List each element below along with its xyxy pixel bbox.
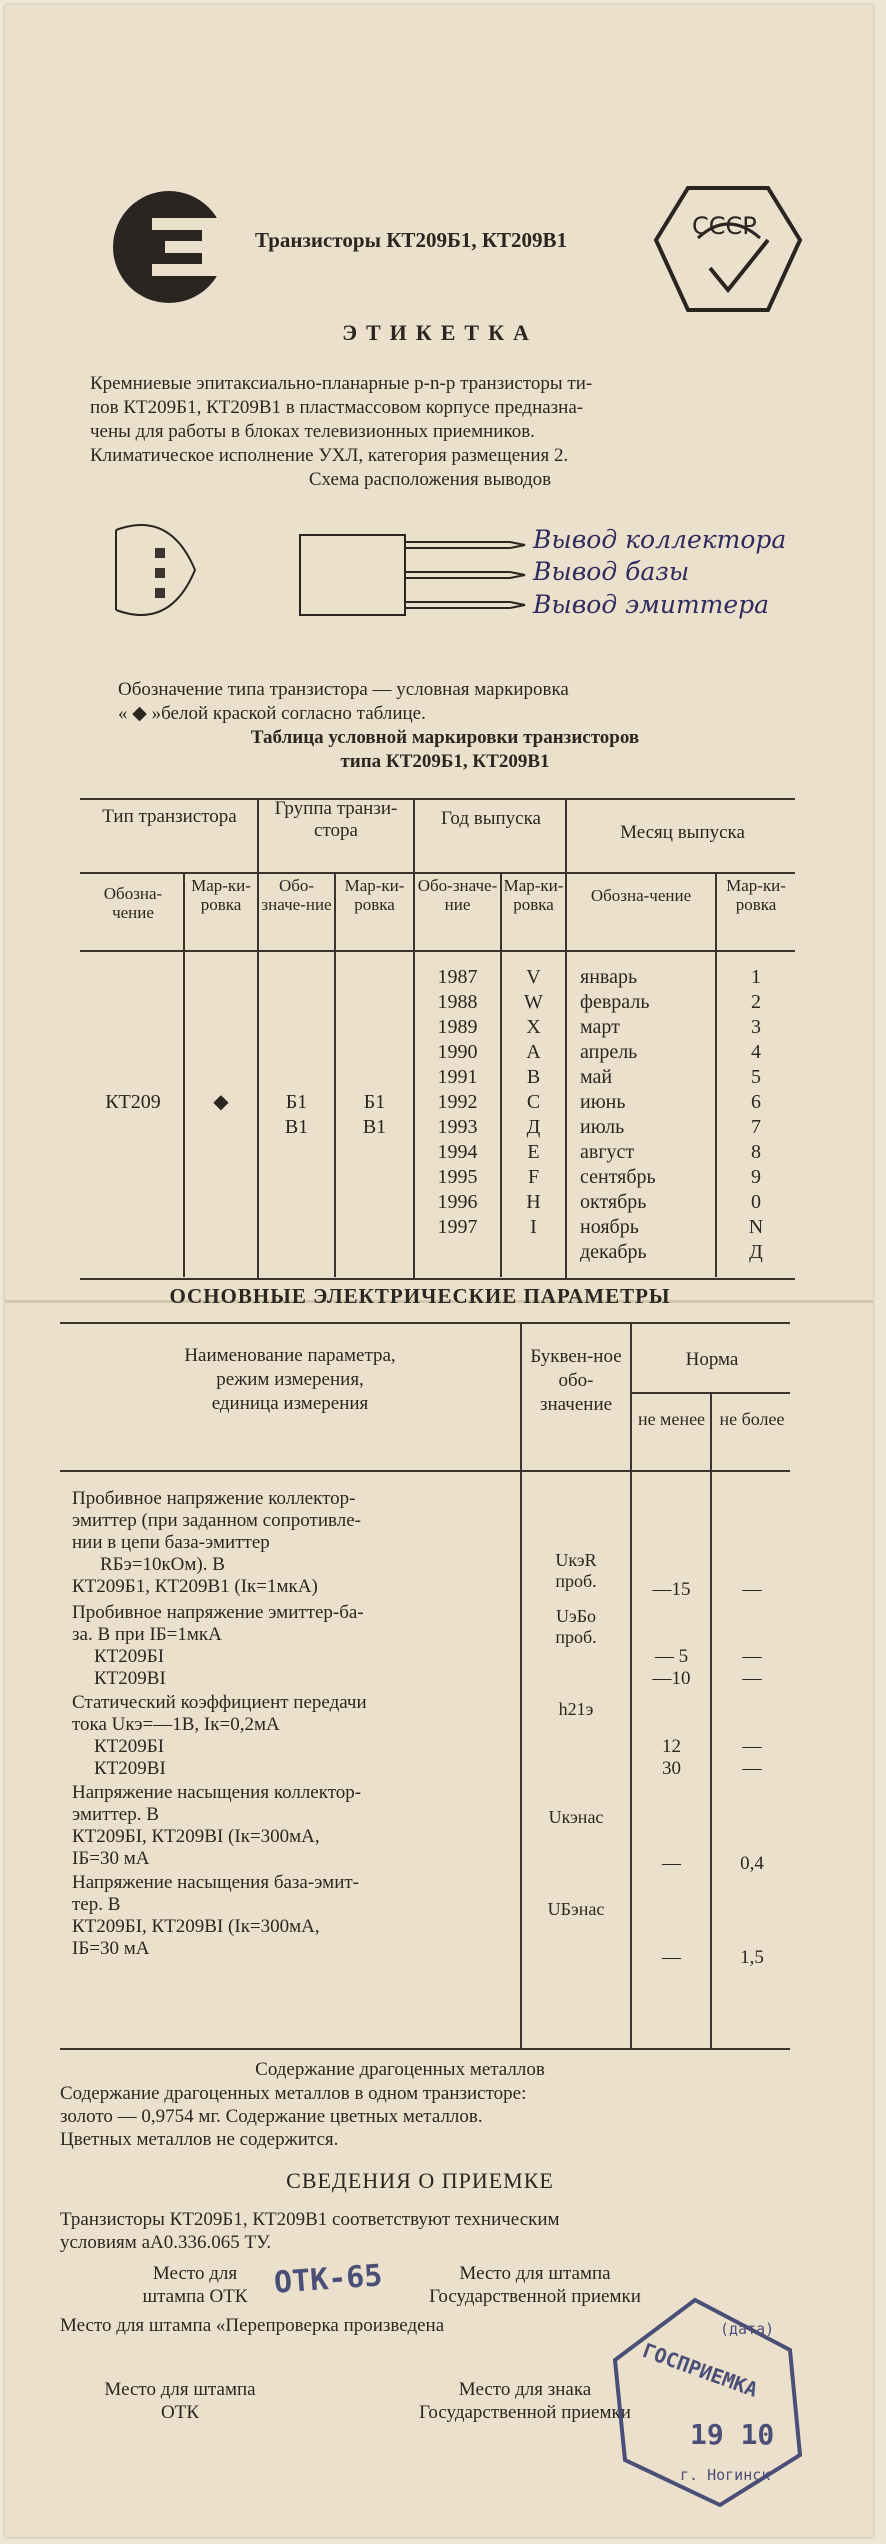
param-line: КТ209БI, КТ209ВI (Iк=300мА,	[72, 1916, 320, 1937]
pin-emitter-label: Вывод эмиттера	[533, 590, 770, 619]
param-line: КТ209БI	[94, 1736, 165, 1757]
header-month: Месяц выпуска	[620, 822, 745, 843]
param-max: —	[742, 1646, 762, 1667]
param-min: 12	[662, 1736, 681, 1757]
year-value: 1994	[437, 1141, 478, 1163]
acceptance-line: условиям аА0.336.065 ТУ.	[60, 2232, 272, 2253]
param-line: эмиттер (при заданном сопротивле-	[72, 1510, 361, 1531]
metals-line: Цветных металлов не содержится.	[60, 2129, 339, 2150]
year-value: 1989	[437, 1016, 478, 1038]
group-value: Б1	[285, 1091, 308, 1113]
param-line: тер. В	[72, 1894, 121, 1915]
group-marking-list	[337, 1090, 412, 1140]
month-mark: 3	[751, 1016, 761, 1038]
month-value: май	[580, 1066, 613, 1088]
params-header-min: не менее	[637, 1409, 706, 1429]
params-header-line: режим измерения,	[216, 1369, 364, 1390]
param-line: КТ209ВI	[94, 1668, 166, 1689]
param-line: Пробивное напряжение коллектор-	[72, 1488, 356, 1509]
state-line: Государственной приемки	[429, 2286, 641, 2307]
year-value: 1997	[437, 1216, 478, 1238]
param-min: —	[662, 1947, 681, 1968]
param-line: IБ=30 мА	[72, 1938, 150, 1959]
param-min: — 5	[654, 1646, 689, 1667]
month-mark: 4	[751, 1041, 761, 1063]
param-symbol	[524, 1606, 628, 1648]
group-marking: Б1	[363, 1091, 386, 1113]
metals-title: Содержание драгоценных металлов	[255, 2059, 545, 2080]
otk2-line: ОТК	[161, 2402, 199, 2423]
symbol-line: проб.	[555, 1627, 597, 1647]
month-mark: 2	[751, 991, 761, 1013]
param-max: 1,5	[740, 1947, 764, 1968]
params-header-line: Наименование параметра,	[184, 1345, 396, 1366]
param-vbe-sat	[72, 1872, 512, 1960]
sign-line: Место для знака	[458, 2379, 592, 2400]
header-year: Год выпуска	[441, 808, 541, 829]
description-line: пов КТ209Б1, КТ209В1 в пластмассовом корпусе предназна-	[90, 397, 584, 418]
year-mark: E	[527, 1141, 540, 1163]
param-min-list	[634, 1736, 709, 1780]
param-line: КТ209БI	[94, 1646, 165, 1667]
header-designation: Обо-значе-ние	[261, 876, 332, 914]
month-value: октябрь	[580, 1191, 647, 1213]
year-value: 1988	[437, 991, 478, 1013]
header-designation: Обозна-чение	[590, 886, 692, 905]
month-mark: 0	[751, 1191, 761, 1213]
month-value: июнь	[580, 1091, 626, 1113]
param-breakdown-ce	[72, 1488, 512, 1598]
group-value: В1	[284, 1116, 309, 1138]
header-marking: Мар-ки-ровка	[344, 876, 405, 914]
product-title: Транзисторы КТ209Б1, КТ209В1	[255, 228, 568, 252]
params-header-name	[70, 1344, 510, 1416]
param-gain	[72, 1692, 512, 1780]
month-mark: 1	[751, 966, 761, 988]
header-designation: Обо-значе-ние	[417, 876, 498, 914]
year-mark: B	[526, 1066, 541, 1088]
year-mark: W	[524, 991, 543, 1013]
description-line: чены для работы в блоках телевизионных приемников.	[90, 421, 535, 442]
recheck-stamp-place: Место для штампа «Перепроверка произведена	[60, 2315, 445, 2336]
otk-line: Место для	[152, 2263, 238, 2284]
year-mark: I	[530, 1216, 537, 1238]
description-line: Климатическое исполнение УХЛ, категория размещения 2.	[90, 445, 569, 466]
marking-note-1: Обозначение типа транзистора — условная маркировка	[118, 679, 569, 700]
param-min: —	[662, 1853, 681, 1874]
type-value: КТ209	[105, 1091, 161, 1113]
quality-mark-text: СССР	[692, 212, 757, 240]
param-max-list	[714, 1646, 790, 1690]
param-breakdown-eb	[72, 1602, 512, 1690]
param-line: эмиттер. В	[72, 1804, 159, 1825]
year-value: 1987	[437, 966, 478, 988]
year-mark: Д	[526, 1116, 541, 1138]
month-list	[580, 965, 714, 1265]
param-line: IБ=30 мА	[72, 1848, 150, 1869]
recheck-stamp-text: ГОСПРИЕМКА	[639, 2338, 761, 2402]
param-min: 30	[662, 1758, 681, 1779]
acceptance-title: СВЕДЕНИЯ О ПРИЕМКЕ	[286, 2168, 554, 2193]
param-line: Напряжение насыщения база-эмит-	[72, 1872, 360, 1893]
type-marking-diamond: ◆	[213, 1091, 229, 1113]
pin-base-label: Вывод базы	[533, 557, 690, 586]
month-mark: 7	[751, 1116, 761, 1138]
year-mark: F	[527, 1166, 540, 1188]
otk-stamp-place	[120, 2262, 270, 2308]
param-line: тока Uкэ=—1В, Iк=0,2мА	[72, 1714, 280, 1735]
param-line: Пробивное напряжение эмиттер-ба-	[72, 1602, 364, 1623]
month-mark: N	[748, 1216, 764, 1238]
symbol-line: UкэR	[555, 1550, 597, 1570]
header-marking: Мар-ки-ровка	[503, 876, 564, 914]
params-header-max: не более	[719, 1409, 785, 1429]
pin-collector-label: Вывод коллектора	[533, 525, 787, 554]
month-value: июль	[580, 1116, 625, 1138]
description-line: Кремниевые эпитаксиально-планарные p-n-p транзисторы ти-	[90, 373, 593, 394]
param-line: RБэ=10кОм). В	[100, 1554, 225, 1575]
param-line: КТ209ВI	[94, 1758, 166, 1779]
month-value: август	[580, 1141, 635, 1163]
label-title: ЭТИКЕТКА	[342, 320, 538, 345]
month-mark: 6	[751, 1091, 761, 1113]
year-mark-list	[503, 965, 564, 1240]
params-header-line: единица измерения	[211, 1393, 369, 1414]
year-mark: V	[526, 966, 541, 988]
manufacturer-logo-icon	[110, 188, 228, 306]
year-mark: H	[526, 1191, 541, 1213]
param-min-list	[634, 1646, 709, 1690]
quality-mark-icon	[648, 180, 808, 320]
param-line: Напряжение насыщения коллектор-	[72, 1782, 362, 1803]
param-max-list	[714, 1736, 790, 1780]
month-value: ноябрь	[580, 1216, 639, 1238]
month-mark: 9	[751, 1166, 761, 1188]
sign-line: Государственной приемки	[419, 2402, 631, 2423]
header-marking: Мар-ки-ровка	[191, 876, 251, 914]
param-min: —15	[652, 1579, 691, 1600]
metals-line: Содержание драгоценных металлов в одном транзисторе:	[60, 2083, 527, 2104]
param-line: КТ209БI, КТ209ВI (Iк=300мА,	[72, 1826, 320, 1847]
recheck-stamp-number: 19 10	[690, 2418, 775, 2451]
param-min: —10	[652, 1668, 691, 1689]
recheck-stamp-date: (дата)	[720, 2320, 775, 2338]
month-value: апрель	[580, 1041, 638, 1063]
otk-line: штампа ОТК	[142, 2286, 248, 2307]
year-mark: C	[526, 1091, 541, 1113]
params-header-norm: Норма	[685, 1349, 739, 1370]
year-value: 1996	[437, 1191, 478, 1213]
month-value: март	[580, 1016, 620, 1038]
marking-note-2: « ◆ »белой краской согласно таблице.	[118, 703, 426, 724]
header-designation: Обозна-чение	[103, 884, 163, 922]
acceptance-line: Транзисторы КТ209Б1, КТ209В1 соответствуют техническим	[60, 2209, 560, 2230]
param-vce-sat	[72, 1782, 512, 1870]
marking-table-subtitle: типа КТ209Б1, КТ209В1	[340, 751, 550, 772]
param-max: —	[742, 1668, 762, 1689]
param-line: КТ209Б1, КТ209В1 (Iк=1мкА)	[72, 1576, 318, 1597]
year-mark: A	[526, 1041, 541, 1063]
metals-text	[60, 2082, 840, 2151]
symbol-line: UэБо	[555, 1606, 597, 1626]
param-line: Статический коэффициент передачи	[72, 1692, 367, 1713]
month-mark: 8	[751, 1141, 761, 1163]
param-symbol: h21э	[558, 1699, 594, 1719]
param-line: за. В при IБ=1мкА	[72, 1624, 222, 1645]
month-value: февраль	[580, 991, 650, 1013]
param-symbol: Uкэнас	[548, 1807, 604, 1827]
year-value: 1991	[437, 1066, 478, 1088]
group-list	[260, 1090, 333, 1140]
year-list	[416, 965, 499, 1240]
marking-table-title: Таблица условной маркировки транзисторов	[250, 727, 640, 748]
state-line: Место для штампа	[459, 2263, 611, 2284]
header-type: Тип транзистора	[102, 806, 237, 827]
param-max: —	[742, 1579, 762, 1600]
params-header-letter: Буквен-ное обо-значение	[530, 1346, 622, 1415]
header-group: Группа транзи-стора	[274, 798, 398, 841]
param-symbol: UБэнас	[547, 1899, 605, 1919]
year-mark: X	[526, 1016, 541, 1038]
year-value: 1990	[437, 1041, 478, 1063]
param-max: 0,4	[740, 1853, 764, 1874]
metals-line: золото — 0,9754 мг. Содержание цветных металлов.	[60, 2106, 483, 2127]
year-value: 1993	[437, 1116, 478, 1138]
recheck-stamp-city: г. Ногинск	[680, 2466, 771, 2484]
param-symbol	[524, 1550, 628, 1592]
params-title: ОСНОВНЫЕ ЭЛЕКТРИЧЕСКИЕ ПАРАМЕТРЫ	[169, 1284, 671, 1308]
param-max: —	[742, 1736, 762, 1757]
header-marking: Мар-ки-ровка	[726, 876, 786, 914]
month-mark: 5	[751, 1066, 761, 1088]
param-line: нии в цепи база-эмиттер	[72, 1532, 270, 1553]
param-max: —	[742, 1758, 762, 1779]
month-value: январь	[580, 966, 638, 988]
month-value: сентябрь	[580, 1166, 656, 1188]
month-mark-list	[718, 965, 794, 1265]
year-value: 1992	[437, 1091, 478, 1113]
symbol-line: проб.	[555, 1571, 597, 1591]
group-marking: В1	[362, 1116, 387, 1138]
otk-stamp: ОТК-65	[272, 2258, 384, 2301]
acceptance-text	[60, 2208, 840, 2254]
year-value: 1995	[437, 1166, 478, 1188]
month-mark: Д	[749, 1241, 763, 1263]
description	[90, 372, 810, 492]
month-value: декабрь	[580, 1241, 647, 1263]
otk-stamp-place-2	[80, 2378, 280, 2424]
pinout-caption: Схема расположения выводов	[308, 469, 552, 490]
otk2-line: Место для штампа	[104, 2379, 256, 2400]
